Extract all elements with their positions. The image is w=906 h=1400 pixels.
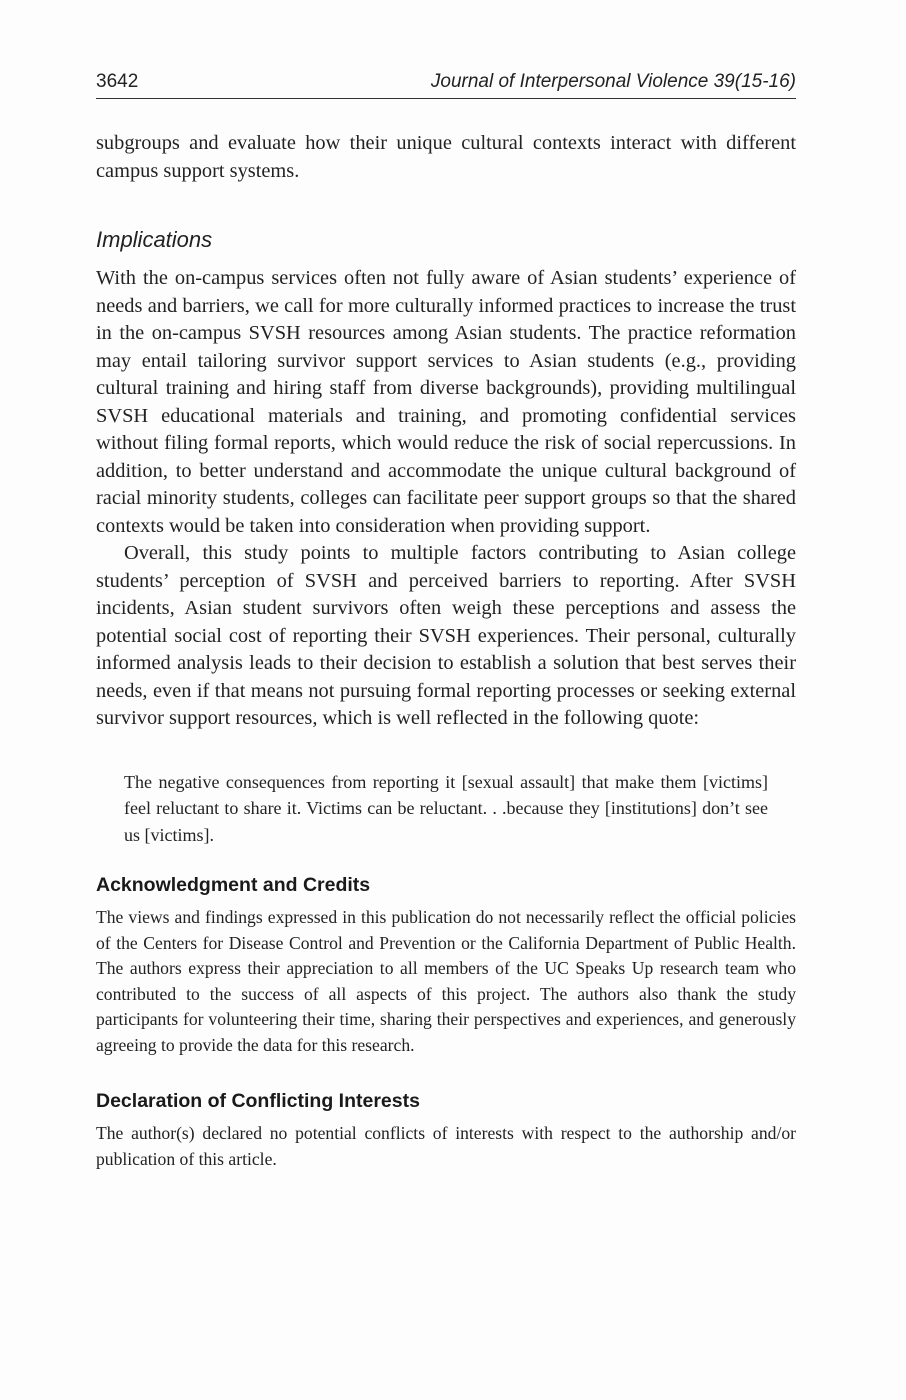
- journal-title: Journal of Interpersonal Violence 39(15-16): [430, 71, 796, 92]
- implications-heading: Implications: [96, 227, 213, 252]
- main-content: [96, 130, 796, 1172]
- conflicts-heading: Declaration of Conflicting Interests: [96, 1090, 420, 1112]
- implications-paragraph-2: Overall, this study points to multiple factors contributing to Asian college students’ perception of SVSH and perceived barriers to reporting. After SVSH incidents, Asian student survivors often weigh these perceptions and assess the potential social cost of reporting their SVSH experiences. Their personal, culturally informed analysis leads to their decision to establish a solution that best serves their needs, even if that means not pursuing formal reporting processes or seeking external survivor support resources, which is well reflected in the following quote:: [96, 542, 796, 729]
- implications-paragraph-1: With the on-campus services often not fully aware of Asian students’ experience of needs and barriers, we call for more culturally informed practices to increase the trust in the on-campus SVSH resources among Asian students. The practice reformation may entail tailoring survivor support services to Asian students (e.g., providing cultural training and hiring staff from diverse backgrounds), providing multilingual SVSH educational materials and training, and promoting confidential services without filing formal reports, which would reduce the risk of social repercussions. In addition, to better understand and accommodate the unique cultural background of racial minority students, colleges can facilitate peer support groups so that the shared contexts would be taken into consideration when providing support.: [96, 267, 796, 537]
- acknowledgment-heading: Acknowledgment and Credits: [96, 874, 371, 896]
- block-quote: The negative consequences from reporting it [sexual assault] that make them [victims] feel reluctant to share it. Victims can be reluctant. . .because they [institutions] don’t see us [victims].: [124, 771, 768, 845]
- opening-paragraph: subgroups and evaluate how their unique cultural contexts interact with different campus support systems.: [96, 132, 796, 182]
- acknowledgment-text: The views and findings expressed in this publication do not necessarily reflect the official policies of the Centers for Disease Control and Prevention or the California Department of Public Health. The authors express their appreciation to all members of the UC Speaks Up research team who contributed to the success of all aspects of this project. The authors also thank the study participants for volunteering their time, sharing their perspectives and experiences, and generously agreeing to provide the data for this research.: [96, 907, 796, 1055]
- running-header: [96, 70, 796, 99]
- page-number: 3642: [96, 71, 139, 92]
- conflicts-text: The author(s) declared no potential conflicts of interests with respect to the authorship and/or publication of this article.: [96, 1123, 796, 1169]
